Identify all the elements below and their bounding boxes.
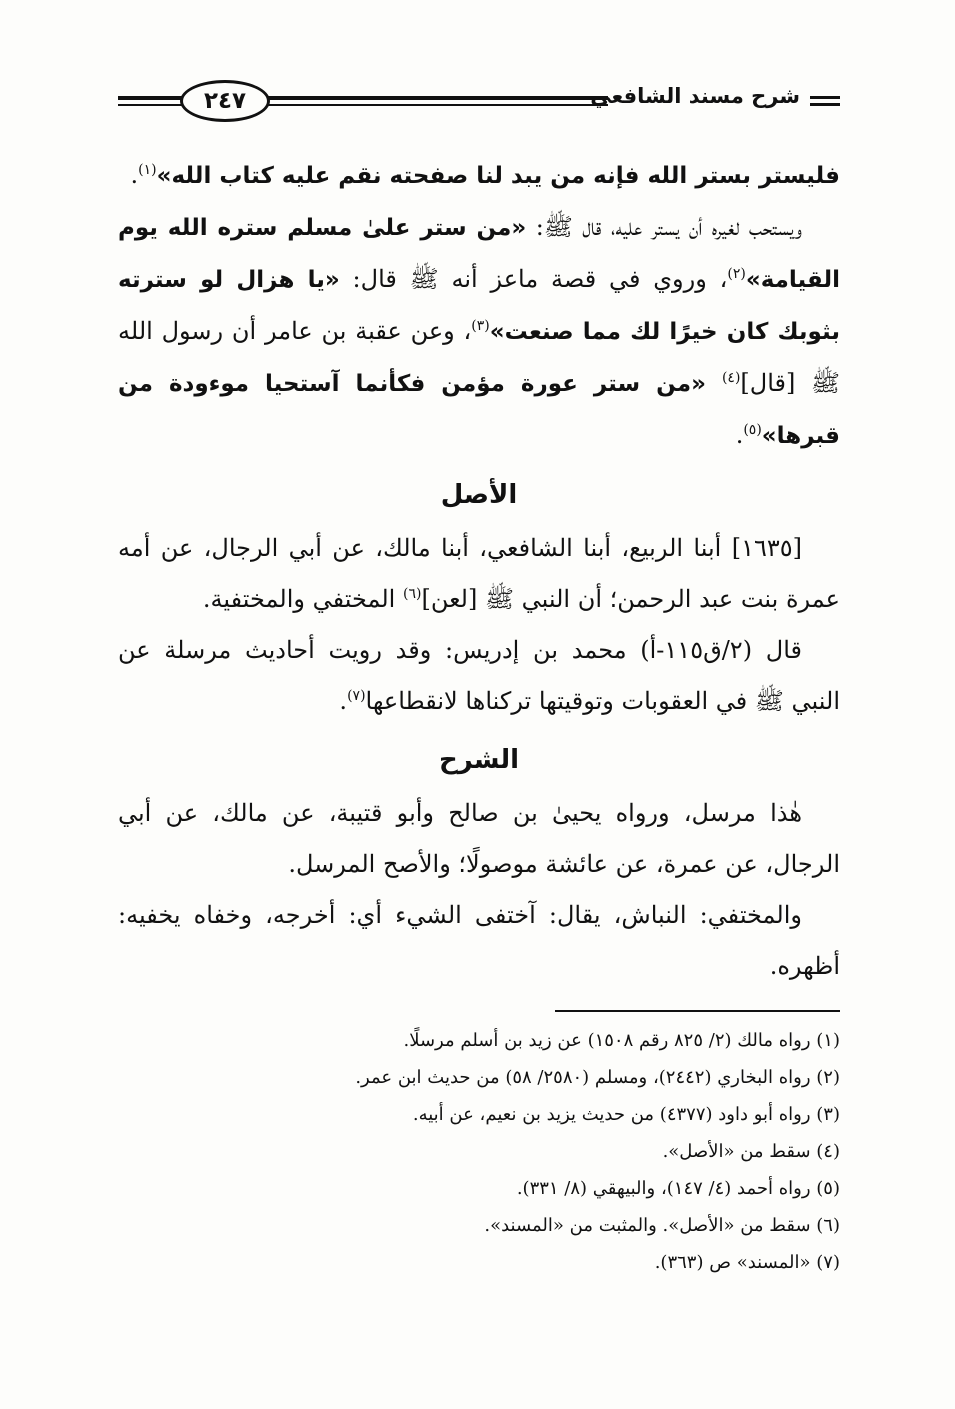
footnote-ref: (١) bbox=[138, 162, 157, 178]
paragraph-6: والمختفي: النباش، يقال: آختفى الشيء أي: أخرجه، وخفاه يخفيه: أظهره. bbox=[118, 901, 840, 980]
main-text bbox=[118, 150, 840, 992]
paragraph-4: قال (٢/ق١١٥-أ) محمد بن إدريس: وقد رويت أحاديث مرسلة عن النبي ﷺ في العقوبات وتوقيتها تركناها لانقطاعها$^{(٧)}$. bbox=[118, 636, 840, 715]
running-title: شرح مسند الشافعي bbox=[590, 84, 800, 108]
book-page bbox=[118, 0, 840, 1409]
footnote-1: (١) رواه مالك (٢/ ٨٢٥ رقم ١٥٠٨) عن زيد بن أسلم مرسلًا. bbox=[403, 1030, 840, 1051]
footnote-ref: (٧) bbox=[347, 688, 366, 704]
paragraph-2: ويستحب لغيره أن يستر عليه، قال ﷺ: «من ستر علىٰ مسلم ستره الله يوم القيامة»$^{(٢)}$، وروي في قصة ماعز أنه ﷺ قال: «يا هزال لو سترته بثوبك كان خيرًا لك مما صنعت»$^{(٣)}$، وعن عقبة بن عامر أن رسول الله ﷺ [قال]$^{(٤)}$ «من ستر عورة مؤمن فكأنما آستحيا موءودة من قبرها»$^{(٥)}$. bbox=[118, 213, 841, 449]
footnote-3: (٣) رواه أبو داود (٤٣٧٧) من حديث يزيد بن نعيم، عن أبيه. bbox=[412, 1104, 840, 1125]
footnote-ref: (٣) bbox=[471, 318, 490, 334]
header-ornament-right bbox=[810, 96, 840, 106]
footnote-6: (٦) سقط من «الأصل». والمثبت من «المسند». bbox=[484, 1215, 840, 1236]
footnote-ref: (٦) bbox=[402, 586, 422, 602]
header-ornament-left bbox=[118, 96, 186, 106]
page-number: ٢٤٧ bbox=[180, 80, 270, 122]
section-heading-sharh: الشرح bbox=[438, 745, 520, 775]
footnote-4: (٤) سقط من «الأصل». bbox=[662, 1141, 840, 1162]
paragraph-1: فليستر بستر الله فإنه من يبد لنا صفحته نقم عليه كتاب الله»$^{(١)}$. bbox=[130, 161, 840, 189]
paragraph-5: هٰذا مرسل، ورواه يحيىٰ بن صالح وأبو قتيبة، عن مالك، عن أبي الرجال، عن عمرة، عن عائشة موصولًا؛ والأصح المرسل. bbox=[118, 799, 840, 878]
footnotes bbox=[118, 1010, 840, 1281]
section-heading-asl: الأصل bbox=[440, 480, 518, 510]
footnote-2: (٢) رواه البخاري (٢٤٤٢)، ومسلم (٢٥٨٠/ ٥٨) من حديث ابن عمر. bbox=[355, 1067, 840, 1088]
footnote-7: (٧) «المسند» ص (٣٦٣). bbox=[654, 1252, 840, 1273]
paragraph-3: [١٦٣٥] أبنا الربيع، أبنا الشافعي، أبنا مالك، عن أبي الرجال، عن أمه عمرة بنت عبد الرحمن؛ أن النبي ﷺ [لعن]$^{(٦)}$ المختفي والمختفية. bbox=[118, 534, 840, 613]
footnote-rule bbox=[555, 1010, 840, 1012]
footnote-ref: (٤) bbox=[721, 370, 741, 386]
footnote-ref: (٥) bbox=[743, 422, 762, 438]
footnote-5: (٥) رواه أحمد (٤/ ١٤٧)، والبيهقي (٨/ ٣٣١). bbox=[516, 1178, 840, 1199]
page-header bbox=[118, 78, 840, 126]
footnote-ref: (٢) bbox=[727, 266, 746, 282]
